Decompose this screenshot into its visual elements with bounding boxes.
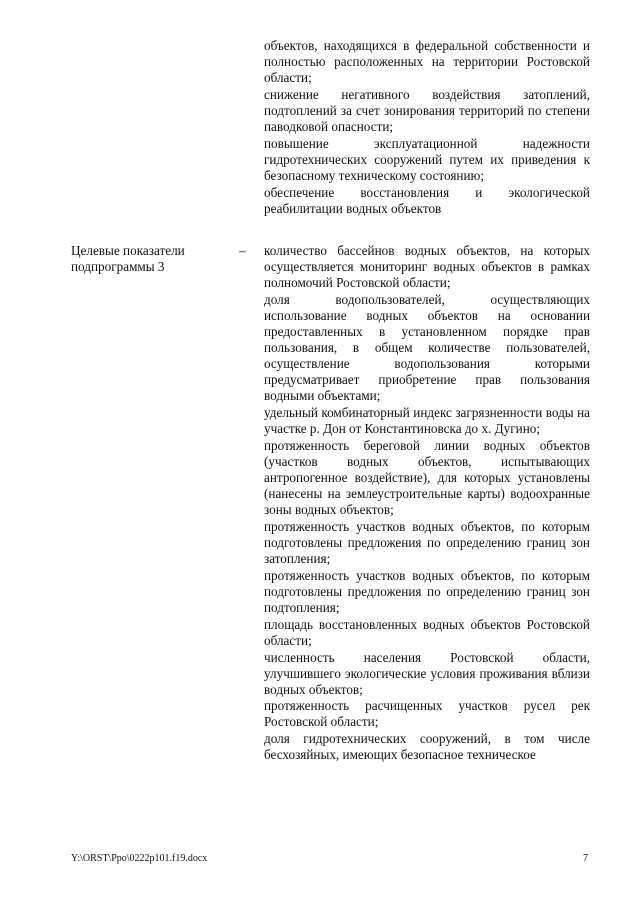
indicator-item: доля водопользователей, осуществляющих использование водных объектов на основании предоставленных в установленном порядке прав пользования, в общем количестве пользователей, осуществление водопользования которыми предусматривает приобретение прав пользования водными объектами; — [264, 291, 590, 404]
indicator-item: протяженность береговой линии водных объектов (участков водных объектов, испытывающих антропогенное воздействие), для которых установлены (нанесены на землеустроительные карты) водоохранные зоны водных объектов; — [264, 437, 590, 518]
indicator-item: численность населения Ростовской области, улучшившего экологические условия проживания вблизи водных объектов; — [264, 649, 590, 697]
indicators-label: Целевые показатели подпрограммы 3 — [71, 243, 185, 275]
label-dash: – — [239, 243, 246, 258]
indicator-item: количество бассейнов водных объектов, на которых осуществляется мониторинг водных объектов в рамках полномочий Ростовской области; — [264, 243, 590, 291]
indicator-item: протяженность участков водных объектов, по которым подготовлены предложения по определению границ зон подтопления; — [264, 567, 590, 616]
continued-paragraph: объектов, находящихся в федеральной собственности и полностью расположенных на территории Ростовской области; — [264, 38, 590, 86]
indicator-item: удельный комбинаторный индекс загрязненности воды на участке р. Дон от Константиновска до х. Дугино; — [264, 405, 590, 437]
indicator-item: протяженность расчищенных участков русел рек Ростовской области; — [264, 698, 590, 730]
footer-page-number: 7 — [583, 853, 588, 864]
continued-paragraph: снижение негативного воздействия затоплений, подтоплений за счет зонирования территорий по степени паводковой опасности; — [264, 86, 590, 135]
indicator-item: доля гидротехнических сооружений, в том числе бесхозяйных, имеющих безопасное техническое — [264, 731, 590, 763]
indicators-list — [264, 243, 590, 764]
continued-paragraph: обеспечение восстановления и экологической реабилитации водных объектов — [264, 184, 590, 216]
indicator-item: площадь восстановленных водных объектов Ростовской области; — [264, 616, 590, 648]
continued-goals-text — [264, 38, 590, 217]
continued-paragraph: повышение эксплуатационной надежности гидротехнических сооружений путем их приведения к безопасному техническому состоянию; — [264, 135, 590, 183]
indicator-item: протяженность участков водных объектов, по которым подготовлены предложения по определению границ зон затопления; — [264, 518, 590, 567]
footer-file-path: Y:\ORST\Ppo\0222p101.f19.docx — [71, 853, 208, 864]
